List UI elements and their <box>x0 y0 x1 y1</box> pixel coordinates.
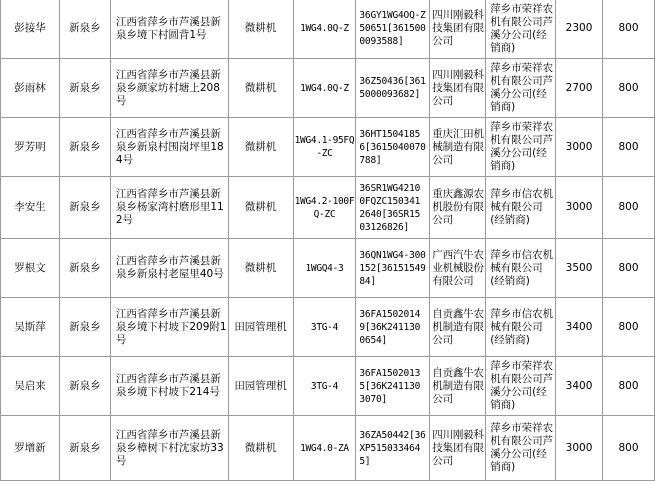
cell-dealer: 萍乡市荣祥农机有限公司芦溪分公司(经销商) <box>486 416 556 481</box>
cell-serial: 36Z50436[3615000093682] <box>356 59 430 118</box>
cell-machine-type: 微耕机 <box>228 416 293 481</box>
cell-price: 3000 <box>556 118 603 177</box>
cell-price: 3400 <box>556 357 603 416</box>
cell-dealer: 萍乡市信农机械有限公司(经销商) <box>486 239 556 298</box>
table-row <box>1 357 655 416</box>
cell-subsidy: 800 <box>603 177 655 239</box>
cell-machine-type: 田园管理机 <box>228 298 293 357</box>
cell-manufacturer: 重庆鑫源农机股份有限公司 <box>430 177 486 239</box>
cell-dealer: 萍乡市荣祥农机有限公司芦溪分公司(经销商) <box>486 118 556 177</box>
cell-township: 新泉乡 <box>59 59 110 118</box>
cell-township: 新泉乡 <box>59 298 110 357</box>
cell-name: 吴斯萍 <box>1 298 60 357</box>
cell-subsidy: 800 <box>603 0 655 59</box>
cell-township: 新泉乡 <box>59 357 110 416</box>
cell-address: 江西省萍乡市芦溪县新泉乡颜家坊村塘上208号 <box>110 59 228 118</box>
cell-name: 彭雨林 <box>1 59 60 118</box>
cell-name: 彭接华 <box>1 0 60 59</box>
table-row <box>1 416 655 481</box>
cell-manufacturer: 广西汽牛农业机械股份有限公司 <box>430 239 486 298</box>
cell-model: 1WG4.0-ZA <box>293 416 356 481</box>
cell-township: 新泉乡 <box>59 416 110 481</box>
table-row <box>1 59 655 118</box>
cell-machine-type: 微耕机 <box>228 59 293 118</box>
cell-address: 江西省萍乡市芦溪县新泉乡杨家湾村磨形里112号 <box>110 177 228 239</box>
cell-subsidy: 800 <box>603 239 655 298</box>
cell-township: 新泉乡 <box>59 118 110 177</box>
cell-model: 1WG4.0Q-Z <box>293 59 356 118</box>
cell-model: 1WG4.1-95FQ-ZC <box>293 118 356 177</box>
cell-subsidy: 800 <box>603 59 655 118</box>
table-row <box>1 0 655 59</box>
table-row <box>1 177 655 239</box>
cell-dealer: 萍乡市荣祥农机有限公司芦溪分公司(经销商) <box>486 0 556 59</box>
cell-address: 江西省萍乡市芦溪县新泉乡樟树下村沈家坊33号 <box>110 416 228 481</box>
cell-serial: 36FA1502014 9[36K241130 0654] <box>356 298 430 357</box>
cell-address: 江西省萍乡市芦溪县新泉乡境下村坡下209附1号 <box>110 298 228 357</box>
cell-price: 3000 <box>556 177 603 239</box>
cell-machine-type: 微耕机 <box>228 0 293 59</box>
cell-serial: 36FA1502013 5[36K241130 3070] <box>356 357 430 416</box>
cell-manufacturer: 四川刚毅科技集团有限公司 <box>430 416 486 481</box>
cell-dealer: 萍乡市信农机械有限公司(经销商) <box>486 298 556 357</box>
cell-serial: 36HT1504185 6[3615040070788] <box>356 118 430 177</box>
cell-serial: 36QN1WG4-300152[3615154984] <box>356 239 430 298</box>
table-row <box>1 118 655 177</box>
table-row <box>1 298 655 357</box>
cell-model: 1WG4.0Q-Z <box>293 0 356 59</box>
cell-township: 新泉乡 <box>59 239 110 298</box>
cell-name: 李安生 <box>1 177 60 239</box>
cell-price: 3400 <box>556 298 603 357</box>
cell-name: 吴启来 <box>1 357 60 416</box>
cell-dealer: 萍乡市荣祥农机有限公司芦溪分公司(经销商) <box>486 357 556 416</box>
cell-model: 1WGQ4-3 <box>293 239 356 298</box>
cell-name: 罗增新 <box>1 416 60 481</box>
cell-address: 江西省萍乡市芦溪县新泉乡新泉村围岗坪里184号 <box>110 118 228 177</box>
cell-name: 罗根文 <box>1 239 60 298</box>
cell-machine-type: 微耕机 <box>228 239 293 298</box>
cell-machine-type: 微耕机 <box>228 118 293 177</box>
cell-subsidy: 800 <box>603 357 655 416</box>
cell-model: 1WG4.2-100FQ-ZC <box>293 177 356 239</box>
cell-subsidy: 800 <box>603 416 655 481</box>
cell-township: 新泉乡 <box>59 0 110 59</box>
cell-subsidy: 800 <box>603 298 655 357</box>
cell-price: 2700 <box>556 59 603 118</box>
table-row <box>1 239 655 298</box>
cell-price: 3500 <box>556 239 603 298</box>
cell-address: 江西省萍乡市芦溪县新泉乡境下村坡下214号 <box>110 357 228 416</box>
cell-model: 3TG-4 <box>293 357 356 416</box>
cell-address: 江西省萍乡市芦溪县新泉乡境下村圆背1号 <box>110 0 228 59</box>
cell-serial: 36ZA50442[36XP5150334645] <box>356 416 430 481</box>
cell-subsidy: 800 <box>603 118 655 177</box>
cell-manufacturer: 自贡鑫牛农机制造有限公司 <box>430 298 486 357</box>
cell-machine-type: 田园管理机 <box>228 357 293 416</box>
cell-serial: 36SR1WG4210 0FQZC150341 2640[36SR15 03126826] <box>356 177 430 239</box>
cell-serial: 36GY1WG4OQ-Z50651[3615000093588] <box>356 0 430 59</box>
cell-manufacturer: 四川刚毅科技集团有限公司 <box>430 59 486 118</box>
cell-township: 新泉乡 <box>59 177 110 239</box>
cell-address: 江西省萍乡市芦溪县新泉乡新泉村老屋里40号 <box>110 239 228 298</box>
cell-dealer: 萍乡市信农机械有限公司(经销商) <box>486 177 556 239</box>
cell-manufacturer: 重庆汇田机械制造有限公司 <box>430 118 486 177</box>
cell-price: 2300 <box>556 0 603 59</box>
cell-model: 3TG-4 <box>293 298 356 357</box>
cell-name: 罗芳明 <box>1 118 60 177</box>
cell-dealer: 萍乡市荣祥农机有限公司芦溪分公司(经销商) <box>486 59 556 118</box>
cell-manufacturer: 自贡鑫牛农机制造有限公司 <box>430 357 486 416</box>
cell-machine-type: 微耕机 <box>228 177 293 239</box>
cell-manufacturer: 四川刚毅科技集团有限公司 <box>430 0 486 59</box>
cell-price: 3000 <box>556 416 603 481</box>
